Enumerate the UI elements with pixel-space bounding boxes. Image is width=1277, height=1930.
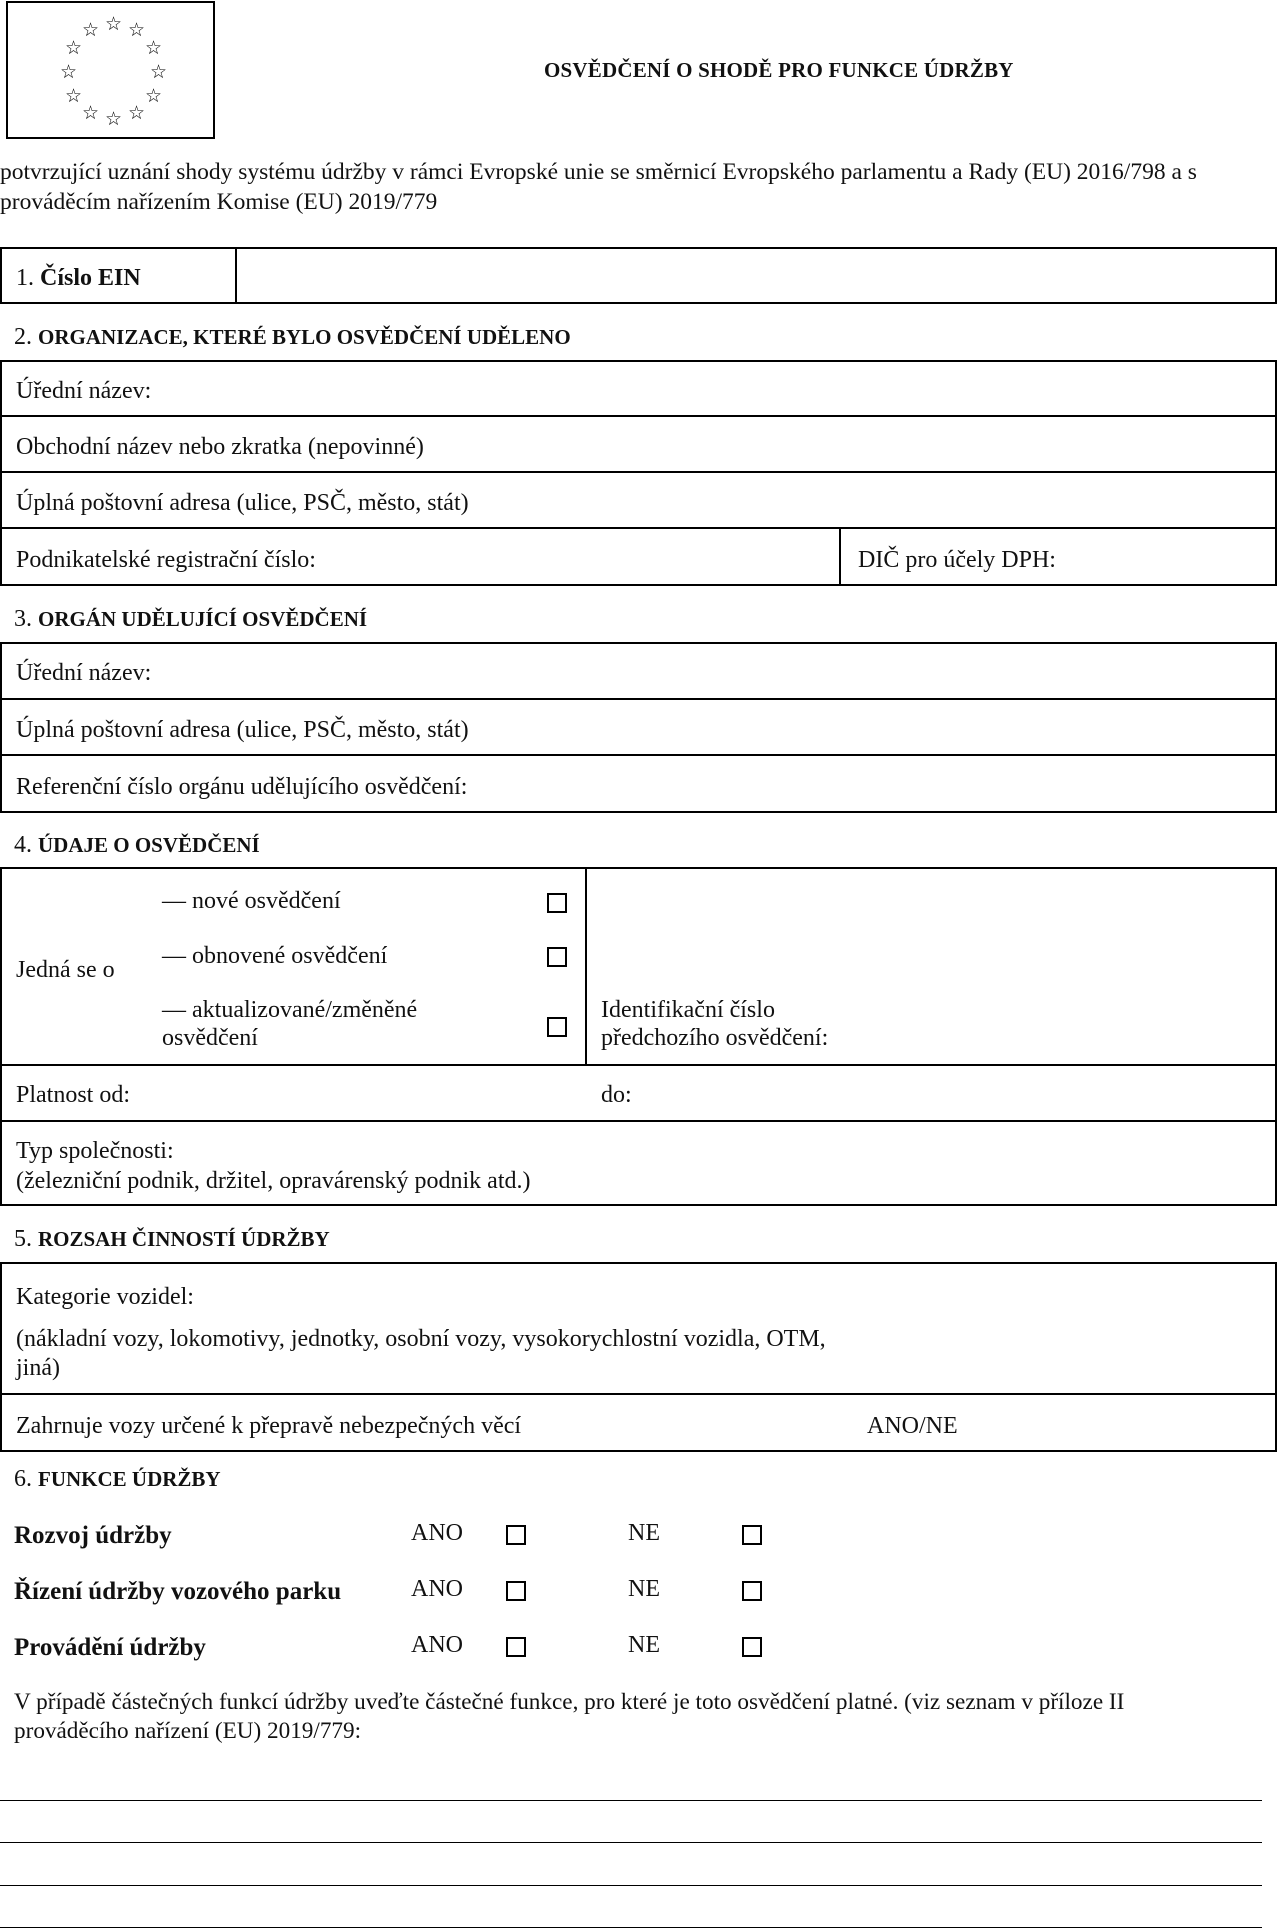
document-title: OSVĚDČENÍ O SHODĚ PRO FUNKCE ÚDRŽBY (544, 58, 1014, 82)
partial-functions-text-2: prováděcího nařízení (EU) 2019/779: (14, 1718, 362, 1744)
ein-label: Číslo EIN (40, 265, 141, 291)
body-ref-number-label: Referenční číslo orgánu udělujícího osvědčení: (16, 774, 468, 800)
org-reg-number-label: Podnikatelské registrační číslo: (16, 547, 316, 573)
valid-from-label: Platnost od: (16, 1082, 131, 1108)
vehicle-category-field[interactable] (0, 1262, 1277, 1395)
option-new-label: — nové osvědčení (162, 888, 341, 914)
body-ref-number-field[interactable] (0, 754, 1277, 813)
body-address-label: Úplná poštovní adresa (ulice, PSČ, město, stát) (16, 717, 469, 743)
org-official-name-label: Úřední název: (16, 378, 152, 404)
org-reg-number-field[interactable] (0, 527, 841, 586)
new-cert-checkbox[interactable] (547, 893, 567, 913)
vehicle-category-label: Kategorie vozidel: (16, 1284, 194, 1310)
company-type-hint: (železniční podnik, držitel, opravárenský podnik atd.) (16, 1168, 531, 1194)
function-no-label: NE (628, 1576, 660, 1602)
validity-field[interactable] (0, 1064, 1277, 1122)
previous-cert-id-label-2: předchozího osvědčení: (601, 1025, 829, 1051)
function-yes-label: ANO (411, 1576, 463, 1602)
org-vat-field[interactable] (839, 527, 1277, 586)
eu-flag-emblem (6, 1, 215, 139)
star-icon: ☆ (150, 62, 168, 83)
option-renewed-label: — obnovené osvědčení (162, 943, 388, 969)
star-icon: ☆ (145, 38, 163, 59)
vehicle-category-list-1: (nákladní vozy, lokomotivy, jednotky, osobní vozy, vysokorychlostní vozidla, OTM, (16, 1326, 826, 1352)
partial-functions-answer-line[interactable] (0, 1927, 1262, 1928)
partial-functions-answer-line[interactable] (0, 1885, 1262, 1886)
star-icon: ☆ (82, 20, 100, 41)
maintenance-development-no-checkbox[interactable] (742, 1525, 762, 1545)
partial-functions-answer-line[interactable] (0, 1800, 1262, 1801)
function-row (0, 1516, 1277, 1556)
concerns-label: Jedná se o (16, 957, 115, 983)
star-icon: ☆ (82, 103, 100, 124)
body-official-name-label: Úřední název: (16, 660, 152, 686)
valid-to-label: do: (601, 1082, 632, 1108)
renewed-cert-checkbox[interactable] (547, 947, 567, 967)
function-row (0, 1572, 1277, 1612)
star-icon: ☆ (128, 103, 146, 124)
company-type-field[interactable] (0, 1120, 1277, 1206)
function-yes-label: ANO (411, 1632, 463, 1658)
section2-heading: 2. ORGANIZACE, KTERÉ BYLO OSVĚDČENÍ UDĚLENO (14, 324, 571, 350)
company-type-label: Typ společnosti: (16, 1138, 174, 1164)
section1-number: 1. (16, 265, 34, 291)
dangerous-goods-yes-no: ANO/NE (867, 1413, 958, 1439)
ein-input-field[interactable] (235, 247, 1277, 304)
body-address-field[interactable] (0, 698, 1277, 756)
maintenance-delivery-yes-checkbox[interactable] (506, 1637, 526, 1657)
section6-heading: 6. FUNKCE ÚDRŽBY (14, 1466, 221, 1492)
dangerous-goods-label: Zahrnuje vozy určené k přepravě nebezpečných věcí (16, 1413, 522, 1439)
star-icon: ☆ (105, 14, 123, 35)
star-icon: ☆ (145, 86, 163, 107)
updated-cert-checkbox[interactable] (547, 1017, 567, 1037)
fleet-maintenance-management-yes-checkbox[interactable] (506, 1581, 526, 1601)
option-updated-label-2: osvědčení (162, 1025, 258, 1051)
partial-functions-answer-line[interactable] (0, 1842, 1262, 1843)
function-no-label: NE (628, 1520, 660, 1546)
function-name: Řízení údržby vozového parku (14, 1578, 342, 1605)
ein-label-cell (0, 247, 237, 304)
org-official-name-field[interactable] (0, 360, 1277, 417)
fleet-maintenance-management-no-checkbox[interactable] (742, 1581, 762, 1601)
function-no-label: NE (628, 1632, 660, 1658)
option-updated-label-1: — aktualizované/změněné (162, 997, 418, 1023)
partial-functions-text-1: V případě částečných funkcí údržby uveďte částečné funkce, pro které je toto osvědčení platné. (viz seznam v příloze II (14, 1689, 1125, 1715)
org-address-field[interactable] (0, 471, 1277, 529)
previous-cert-id-field[interactable] (585, 867, 1277, 1066)
function-name: Rozvoj údržby (14, 1522, 172, 1549)
section3-heading: 3. ORGÁN UDĚLUJÍCÍ OSVĚDČENÍ (14, 606, 368, 632)
section4-heading: 4. ÚDAJE O OSVĚDČENÍ (14, 832, 260, 858)
maintenance-development-yes-checkbox[interactable] (506, 1525, 526, 1545)
star-icon: ☆ (128, 20, 146, 41)
org-trade-name-field[interactable] (0, 415, 1277, 473)
star-icon: ☆ (105, 109, 123, 130)
star-icon: ☆ (65, 86, 83, 107)
body-official-name-field[interactable] (0, 642, 1277, 700)
section5-heading: 5. ROZSAH ČINNOSTÍ ÚDRŽBY (14, 1226, 330, 1252)
org-trade-name-label: Obchodní název nebo zkratka (nepovinné) (16, 434, 424, 460)
vehicle-category-list-2: jiná) (16, 1355, 60, 1381)
previous-cert-id-label-1: Identifikační číslo (601, 997, 775, 1023)
function-name: Provádění údržby (14, 1634, 206, 1661)
star-icon: ☆ (60, 62, 78, 83)
intro-text-line2: prováděcím nařízením Komise (EU) 2019/779 (0, 189, 438, 215)
cert-type-cell (0, 867, 587, 1066)
org-vat-label: DIČ pro účely DPH: (858, 547, 1056, 573)
function-row (0, 1628, 1277, 1668)
intro-text-line1: potvrzující uznání shody systému údržby v rámci Evropské unie se směrnicí Evropského parlamentu a Rady (EU) 2016/798 a s (0, 159, 1197, 185)
maintenance-delivery-no-checkbox[interactable] (742, 1637, 762, 1657)
function-yes-label: ANO (411, 1520, 463, 1546)
star-icon: ☆ (65, 38, 83, 59)
dangerous-goods-field[interactable] (0, 1393, 1277, 1452)
org-address-label: Úplná poštovní adresa (ulice, PSČ, město, stát) (16, 490, 469, 516)
